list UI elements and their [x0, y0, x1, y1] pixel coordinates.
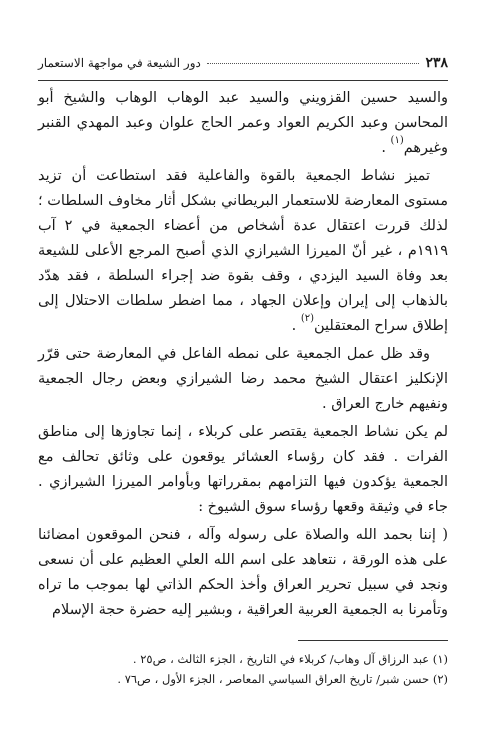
- running-header: [38, 46, 448, 81]
- footnote-2: (٢) حسن شبر/ تاريخ العراق السياسي المعاصر ، الجزء الأول ، ص٧٦ .: [117, 672, 448, 686]
- footnote-1: (١) عبد الرزاق آل وهاب/ كربلاء في التاريخ ، الجزء الثالث ، ص٢٥ .: [132, 652, 448, 666]
- paragraph-2: تميز نشاط الجمعية بالقوة والفاعلية فقد استطاعت أن تزيد مستوى المعارضة للاستعمار البريطاني بشكل أثار مخاوف السلطات ؛ لذلك قررت اعتقال عدة أشخاص من أعضاء الجمعية في ٢ آب ١٩١٩م ، غير أنّ الميرزا الشيرازي الذي أصبح المرجع الأعلى للشيعة بعد وفاة السيد اليزدي ، وقف بقوة ضد إجراء السلطة ، فقد هدّد بالذهاب إلى إيران وإعلان الجهاد ، مما اضطر سلطات الاحتلال إلى إطلاق سراح المعتقلين$^{(٢)}$ .: [38, 168, 448, 334]
- page-number: ٢٣٨: [425, 55, 448, 71]
- paragraph-1: والسيد حسين القزويني والسيد عبد الوهاب الوهاب والشيخ أبو المحاسن وعبد الكريم العواد وعمر الحاج علوان وعبد المهدي القنبر وغيرهم$^{(١)}$ .: [38, 90, 448, 156]
- footnote-ref-1: (١): [390, 135, 404, 146]
- footnotes: [38, 640, 448, 689]
- footnote-ref-2: (٢): [300, 313, 315, 324]
- paragraph-4: لم يكن نشاط الجمعية يقتصر على كربلاء ، إنما تجاوزها إلى مناطق الفرات . فقد كان رؤساء العشائر يوقعون على وثائق تحالف مع الجمعية يؤكدون فيها التزامهم بمقرراتها وبأوامر الميرزا الشيرازي . جاء في وثيقة وقعها رؤساء سوق الشيوخ :: [38, 424, 448, 515]
- footnote-divider: [298, 640, 448, 641]
- body-text: [38, 86, 448, 623]
- running-title: دور الشيعة في مواجهة الاستعمار: [38, 56, 201, 70]
- header-dot-leader: [207, 63, 420, 64]
- paragraph-5-quote: ( إننا بحمد الله والصلاة على رسوله وآله ، فنحن الموقعون امضائنا على هذه الورقة ، نتعاهد على اسم الله العلي العظيم على أن نسعى ونجد في سبيل تحرير العراق وأخذ الحكم الذاتي لها بموجب ما تراه وتأمرنا به الجمعية العربية العراقية ، وبشير إليه حضرة حجة الإسلام: [38, 527, 448, 618]
- paragraph-3: وقد ظل عمل الجمعية على نمطه الفاعل في المعارضة حتى قرّر الإنكليز اعتقال الشيخ محمد رضا الشيرازي وبعض رجال الجمعية ونفيهم خارج العراق .: [38, 346, 448, 412]
